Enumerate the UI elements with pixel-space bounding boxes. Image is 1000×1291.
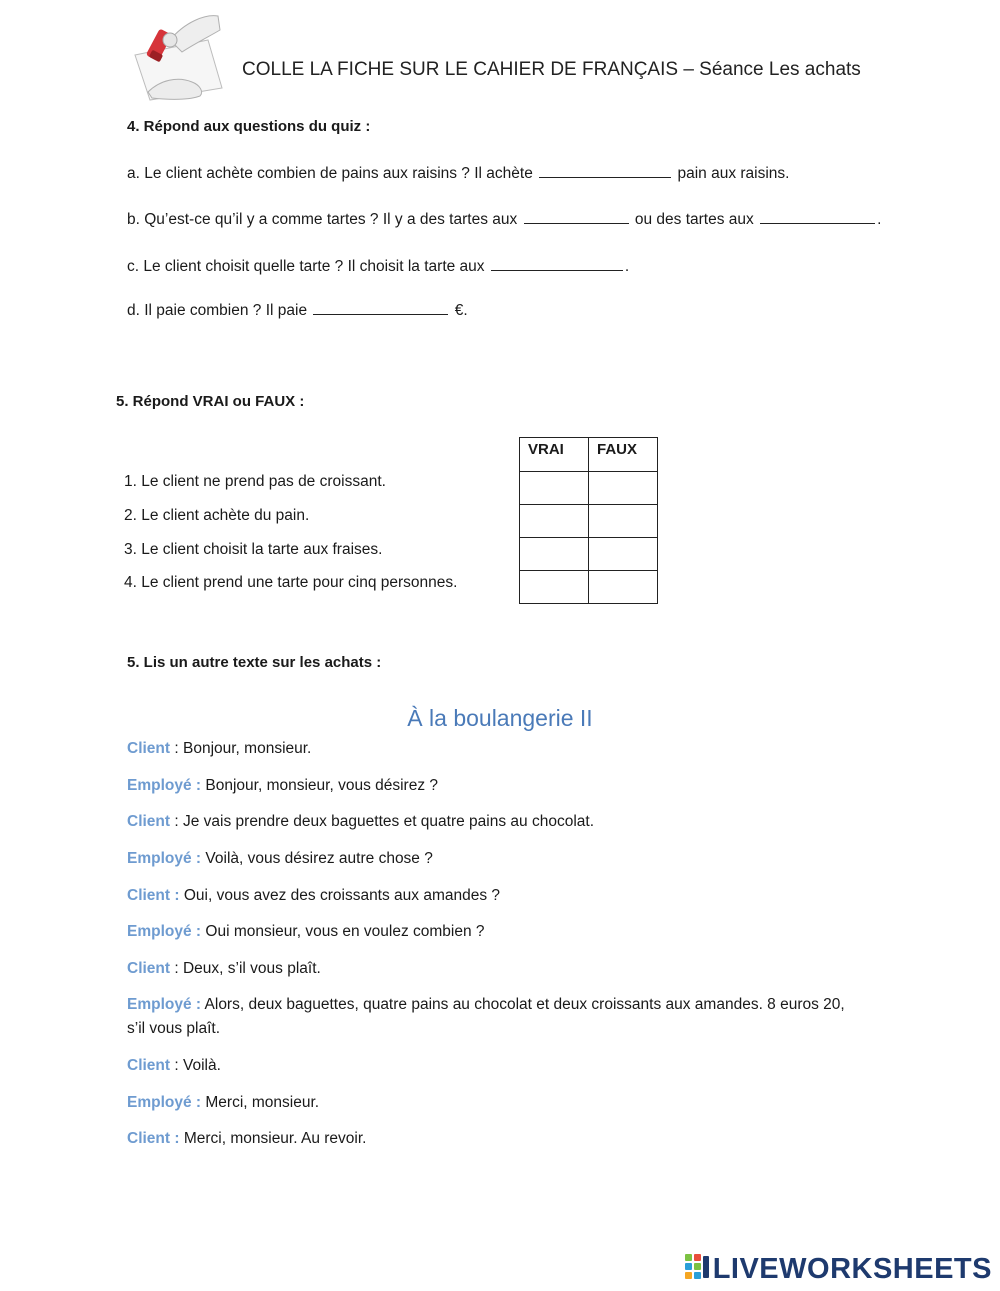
dialogue-line-continuation: s’il vous plaît. xyxy=(127,1020,221,1037)
speaker-label: Client : xyxy=(127,1130,180,1147)
dialogue-line xyxy=(127,887,500,905)
page-title: COLLE LA FICHE SUR LE CAHIER DE FRANÇAIS – Séance Les achats xyxy=(242,59,861,80)
dialogue-line xyxy=(127,1057,221,1075)
dialogue-line xyxy=(127,923,485,941)
speaker-separator: : xyxy=(170,1057,183,1074)
table-row xyxy=(520,538,658,571)
dialogue-text: Merci, monsieur. Au revoir. xyxy=(183,1130,367,1147)
question-a xyxy=(127,163,789,183)
speaker-label: Employé : xyxy=(127,777,202,794)
section-6-heading: 5. Lis un autre texte sur les achats : xyxy=(127,654,382,671)
speaker-separator: : xyxy=(170,960,183,977)
glue-stick-hand-illustration-icon xyxy=(130,10,225,102)
question-b-suffix: . xyxy=(877,211,882,228)
answer-d-blank[interactable] xyxy=(313,300,448,315)
answer-3-vrai-cell[interactable] xyxy=(520,538,589,571)
speaker-label: Employé : xyxy=(127,850,202,867)
dialogue-text: Merci, monsieur. xyxy=(205,1094,320,1111)
dialogue-line xyxy=(127,777,438,795)
speaker-label: Client : xyxy=(127,887,180,904)
answer-1-vrai-cell[interactable] xyxy=(520,472,589,505)
liveworksheets-logo[interactable] xyxy=(685,1253,992,1286)
answer-c-blank[interactable] xyxy=(491,256,623,271)
dialogue-line xyxy=(127,850,433,868)
section-5-heading: 5. Répond VRAI ou FAUX : xyxy=(116,393,305,410)
answer-b1-blank[interactable] xyxy=(524,209,629,224)
speaker-label: Employé : xyxy=(127,923,202,940)
statement-4: 4. Le client prend une tarte pour cinq personnes. xyxy=(124,574,458,591)
true-false-table xyxy=(519,437,658,604)
column-header-vrai: VRAI xyxy=(520,438,589,472)
speaker-separator: : xyxy=(170,813,183,830)
dialogue-text: Je vais prendre deux baguettes et quatre pains au chocolat. xyxy=(182,813,595,830)
table-header-row xyxy=(520,438,658,472)
speaker-separator: : xyxy=(170,740,183,757)
speaker-label: Employé : xyxy=(127,996,202,1013)
statement-1: 1. Le client ne prend pas de croissant. xyxy=(124,473,386,490)
answer-2-vrai-cell[interactable] xyxy=(520,505,589,538)
dialogue-line xyxy=(127,1094,319,1112)
section-4-heading: 4. Répond aux questions du quiz : xyxy=(127,118,371,135)
answer-1-faux-cell[interactable] xyxy=(589,472,658,505)
answer-4-faux-cell[interactable] xyxy=(589,571,658,604)
dialogue-text: Alors, deux baguettes, quatre pains au chocolat et deux croissants aux amandes. 8 euros 20, xyxy=(204,996,845,1013)
question-d-text: d. Il paie combien ? Il paie xyxy=(127,302,308,319)
question-b-middle: ou des tartes aux xyxy=(634,211,754,228)
story-title: À la boulangerie II xyxy=(407,705,593,731)
question-a-suffix: pain aux raisins. xyxy=(677,165,790,182)
statement-2: 2. Le client achète du pain. xyxy=(124,507,310,524)
question-b xyxy=(127,209,881,229)
answer-4-vrai-cell[interactable] xyxy=(520,571,589,604)
dialogue-text: Deux, s’il vous plaît. xyxy=(182,960,321,977)
question-b-text: b. Qu’est-ce qu’il y a comme tartes ? Il y a des tartes aux xyxy=(127,211,518,228)
speaker-label: Client xyxy=(127,1057,171,1074)
question-d-suffix: €. xyxy=(454,302,468,319)
dialogue-text: Oui monsieur, vous en voulez combien ? xyxy=(205,923,485,940)
dialogue-line xyxy=(127,1130,366,1148)
dialogue-text: Voilà, vous désirez autre chose ? xyxy=(205,850,433,867)
answer-2-faux-cell[interactable] xyxy=(589,505,658,538)
statement-3: 3. Le client choisit la tarte aux fraises. xyxy=(124,541,383,558)
speaker-label: Client xyxy=(127,960,171,977)
table-row xyxy=(520,505,658,538)
question-c xyxy=(127,256,629,276)
dialogue-text: Bonjour, monsieur. xyxy=(182,740,312,757)
question-c-text: c. Le client choisit quelle tarte ? Il choisit la tarte aux xyxy=(127,258,485,275)
liveworksheets-logo-text: LIVEWORKSHEETS xyxy=(712,1253,992,1285)
dialogue-line xyxy=(127,960,321,978)
liveworksheets-logo-icon xyxy=(685,1254,709,1285)
answer-a-blank[interactable] xyxy=(539,163,671,178)
dialogue-line xyxy=(127,813,594,831)
speaker-label: Client xyxy=(127,740,171,757)
column-header-faux: FAUX xyxy=(589,438,658,472)
table-row xyxy=(520,472,658,505)
dialogue-text: Oui, vous avez des croissants aux amandes ? xyxy=(183,887,501,904)
dialogue-text: Bonjour, monsieur, vous désirez ? xyxy=(205,777,439,794)
dialogue-text: Voilà. xyxy=(182,1057,221,1074)
dialogue-line xyxy=(127,996,845,1014)
question-c-suffix: . xyxy=(624,258,630,275)
question-d xyxy=(127,300,468,320)
speaker-label: Employé : xyxy=(127,1094,202,1111)
question-a-text: a. Le client achète combien de pains aux raisins ? Il achète xyxy=(127,165,533,182)
table-row xyxy=(520,571,658,604)
dialogue-line xyxy=(127,740,311,758)
speaker-label: Client xyxy=(127,813,171,830)
answer-3-faux-cell[interactable] xyxy=(589,538,658,571)
answer-b2-blank[interactable] xyxy=(760,209,875,224)
